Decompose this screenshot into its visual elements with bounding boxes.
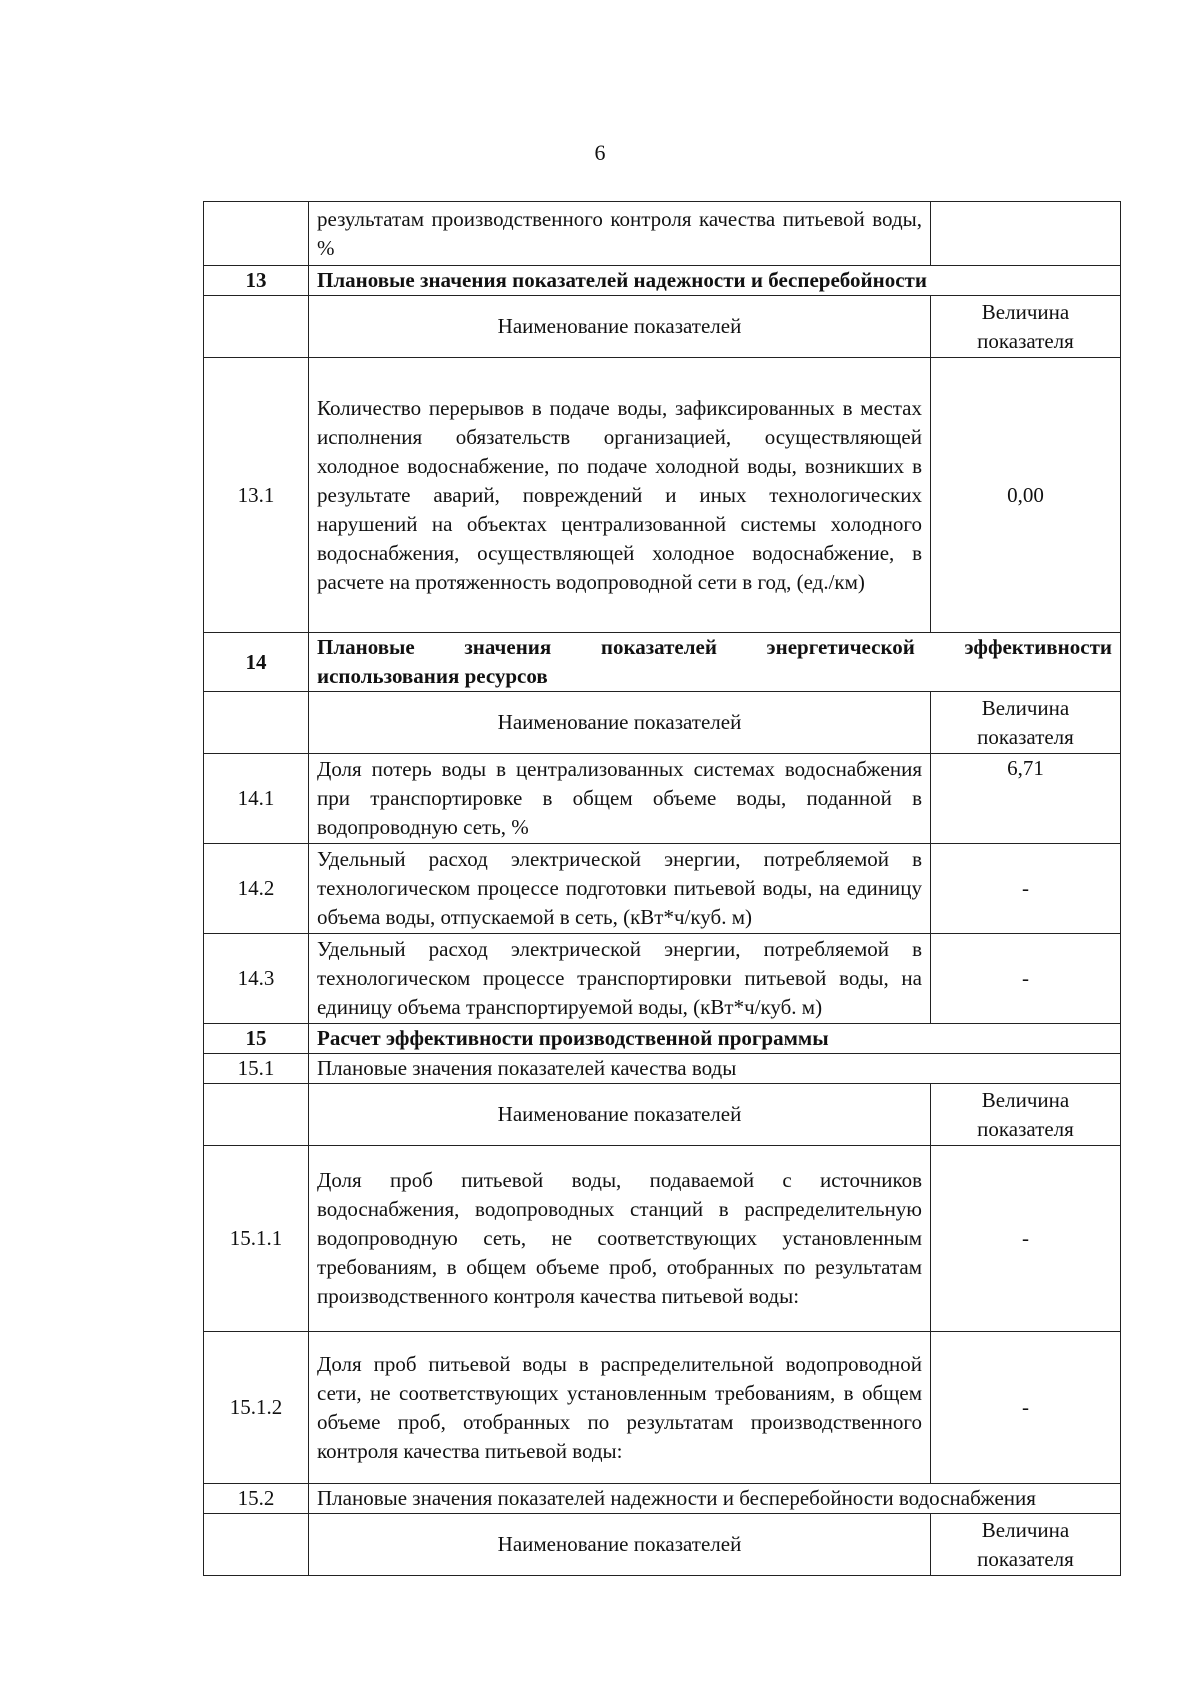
column-header-row bbox=[204, 296, 1121, 358]
section-number: 15 bbox=[204, 1024, 309, 1054]
subsection-row bbox=[204, 1054, 1121, 1084]
table-row bbox=[204, 934, 1121, 1024]
column-header-value: Величина показателя bbox=[931, 1084, 1121, 1146]
table-row bbox=[204, 1146, 1121, 1332]
row-number: 14.2 bbox=[204, 844, 309, 934]
row-number bbox=[204, 202, 309, 266]
section-row bbox=[204, 266, 1121, 296]
section-title bbox=[309, 633, 1121, 692]
row-number: 13.1 bbox=[204, 358, 309, 633]
section-number: 14 bbox=[204, 633, 309, 692]
indicator-text: Удельный расход электрической энергии, потребляемой в технологическом процессе транспортировки питьевой воды, на единицу объема транспортируемой воды, (кВт*ч/куб. м) bbox=[309, 934, 931, 1024]
column-header-name: Наименование показателей bbox=[309, 692, 931, 754]
section-title: Плановые значения показателей надежности и бесперебойности bbox=[309, 266, 1121, 296]
indicators-table bbox=[203, 201, 1121, 1576]
column-header-name: Наименование показателей bbox=[309, 296, 931, 358]
row-number: 15.1.2 bbox=[204, 1332, 309, 1484]
indicator-value: - bbox=[931, 1146, 1121, 1332]
indicator-value: - bbox=[931, 844, 1121, 934]
indicator-text: Доля проб питьевой воды в распределительной водопроводной сети, не соответствующих установленным требованиям, в общем объеме проб, отобранных по результатам производственного контроля качества питьевой воды: bbox=[309, 1332, 931, 1484]
row-number: 14.3 bbox=[204, 934, 309, 1024]
column-header-row bbox=[204, 1084, 1121, 1146]
section-number: 15.2 bbox=[204, 1484, 309, 1514]
section-number: 15.1 bbox=[204, 1054, 309, 1084]
table-row bbox=[204, 1332, 1121, 1484]
section-title-line: использования ресурсов bbox=[317, 664, 548, 688]
column-header-name: Наименование показателей bbox=[309, 1514, 931, 1576]
column-header-row bbox=[204, 692, 1121, 754]
section-row bbox=[204, 1024, 1121, 1054]
column-header-value: Величина показателя bbox=[931, 692, 1121, 754]
indicator-value: - bbox=[931, 1332, 1121, 1484]
row-number: 15.1.1 bbox=[204, 1146, 309, 1332]
indicator-text: Доля проб питьевой воды, подаваемой с источников водоснабжения, водопроводных станций в распределительную водопроводную сеть, не соответствующих установленным требованиям, в общем объеме проб, отобранных по результатам производственного контроля качества питьевой воды: bbox=[309, 1146, 931, 1332]
indicator-value: 6,71 bbox=[931, 754, 1121, 844]
indicator-text: Удельный расход электрической энергии, потребляемой в технологическом процессе подготовки питьевой воды, на единицу объема воды, отпускаемой в сеть, (кВт*ч/куб. м) bbox=[309, 844, 931, 934]
indicator-text: Доля потерь воды в централизованных системах водоснабжения при транспортировке в общем объеме воды, поданной в водопроводную сеть, % bbox=[309, 754, 931, 844]
column-header-value: Величина показателя bbox=[931, 296, 1121, 358]
section-row bbox=[204, 633, 1121, 692]
section-title: Плановые значения показателей надежности и бесперебойности водоснабжения bbox=[309, 1484, 1121, 1514]
table-row bbox=[204, 202, 1121, 266]
page-number: 6 bbox=[594, 140, 606, 165]
indicator-value: - bbox=[931, 934, 1121, 1024]
section-number: 13 bbox=[204, 266, 309, 296]
column-header-name: Наименование показателей bbox=[309, 1084, 931, 1146]
section-title: Расчет эффективности производственной программы bbox=[309, 1024, 1121, 1054]
table-row bbox=[204, 844, 1121, 934]
section-title: Плановые значения показателей качества воды bbox=[309, 1054, 1121, 1084]
indicator-value bbox=[931, 202, 1121, 266]
table-row bbox=[204, 358, 1121, 633]
column-header-value: Величина показателя bbox=[931, 1514, 1121, 1576]
indicator-text: Количество перерывов в подаче воды, зафиксированных в местах исполнения обязательств организацией, осуществляющей холодное водоснабжение, по подаче холодной воды, возникших в результате аварий, повреждений и иных технологических нарушений на объектах централизованной системы холодного водоснабжения, осуществляющей холодное водоснабжение, в расчете на протяженность водопроводной сети в год, (ед./км) bbox=[309, 358, 931, 633]
indicator-value: 0,00 bbox=[931, 358, 1121, 633]
section-title-line: Плановые значения показателей энергетической эффективности bbox=[317, 635, 1112, 659]
row-number: 14.1 bbox=[204, 754, 309, 844]
column-header-row bbox=[204, 1514, 1121, 1576]
subsection-row bbox=[204, 1484, 1121, 1514]
table-row bbox=[204, 754, 1121, 844]
indicator-text: результатам производственного контроля качества питьевой воды, % bbox=[309, 202, 931, 266]
